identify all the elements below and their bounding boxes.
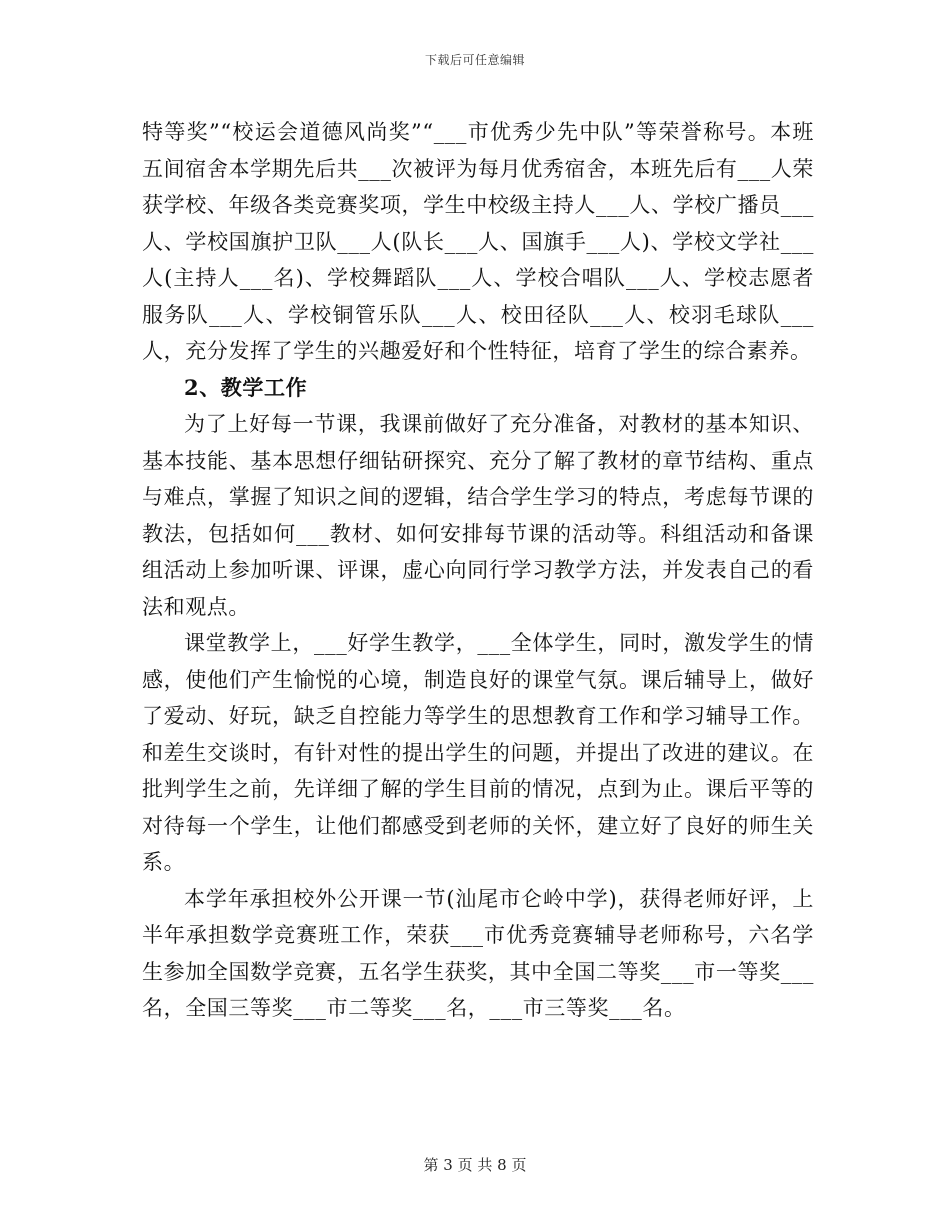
paragraph-open-class-and-competition: 本学年承担校外公开课一节(汕尾市仑岭中学)，获得老师好评，上半年承担数学竞赛班工作，荣获___市优秀竞赛辅导老师称号，六名学生参加全国数学竞赛，五名学生获奖，其中全国二等奖___市一等奖___名，全国三等奖___市二等奖___名，___市三等奖___名。 — [142, 886, 814, 1020]
paragraph-class-honors: 特等奖”“校运会道德风尚奖”“___市优秀少先中队”等荣誉称号。本班五间宿舍本学期先后共___次被评为每月优秀宿舍，本班先后有___人荣获学校、年级各类竞赛奖项，学生中校级主持人___人、学校广播员___人、学校国旗护卫队___人(队长___人、国旗手___人)、学校文学社___人(主持人___名)、学校舞蹈队___人、学校合唱队___人、学校志愿者服务队___人、学校铜管乐队___人、校田径队___人、校羽毛球队___人，充分发挥了学生的兴趣爱好和个性特征，培育了学生的综合素养。 — [142, 120, 814, 363]
document-body — [142, 114, 814, 1027]
page-header: 下载后可任意编辑 — [424, 53, 525, 67]
paragraph-classroom-teaching: 课堂教学上，___好学生教学，___全体学生，同时，激发学生的情感，使他们产生愉悦的心境，制造良好的课堂气氛。课后辅导上，做好了爱动、好玩，缺乏自控能力等学生的思想教育工作和学习辅导工作。和差生交谈时，有针对性的提出学生的问题，并提出了改进的建议。在批判学生之前，先详细了解的学生目前的情况，点到为止。课后平等的对待每一个学生，让他们都感受到老师的关怀，建立好了良好的师生关系。 — [142, 631, 814, 874]
paragraph-lesson-preparation: 为了上好每一节课，我课前做好了充分准备，对教材的基本知识、基本技能、基本思想仔细钻研探究、充分了解了教材的章节结构、重点与难点，掌握了知识之间的逻辑，结合学生学习的特点，考虑每节课的教法，包括如何___教材、如何安排每节课的活动等。科组活动和备课组活动上参加听课、评课，虚心向同行学习教学方法，并发表自己的看法和观点。 — [142, 412, 814, 619]
page-footer: 第 3 页 共 8 页 — [423, 1156, 527, 1174]
section-heading-teaching-work: 2、教学工作 — [184, 374, 308, 400]
